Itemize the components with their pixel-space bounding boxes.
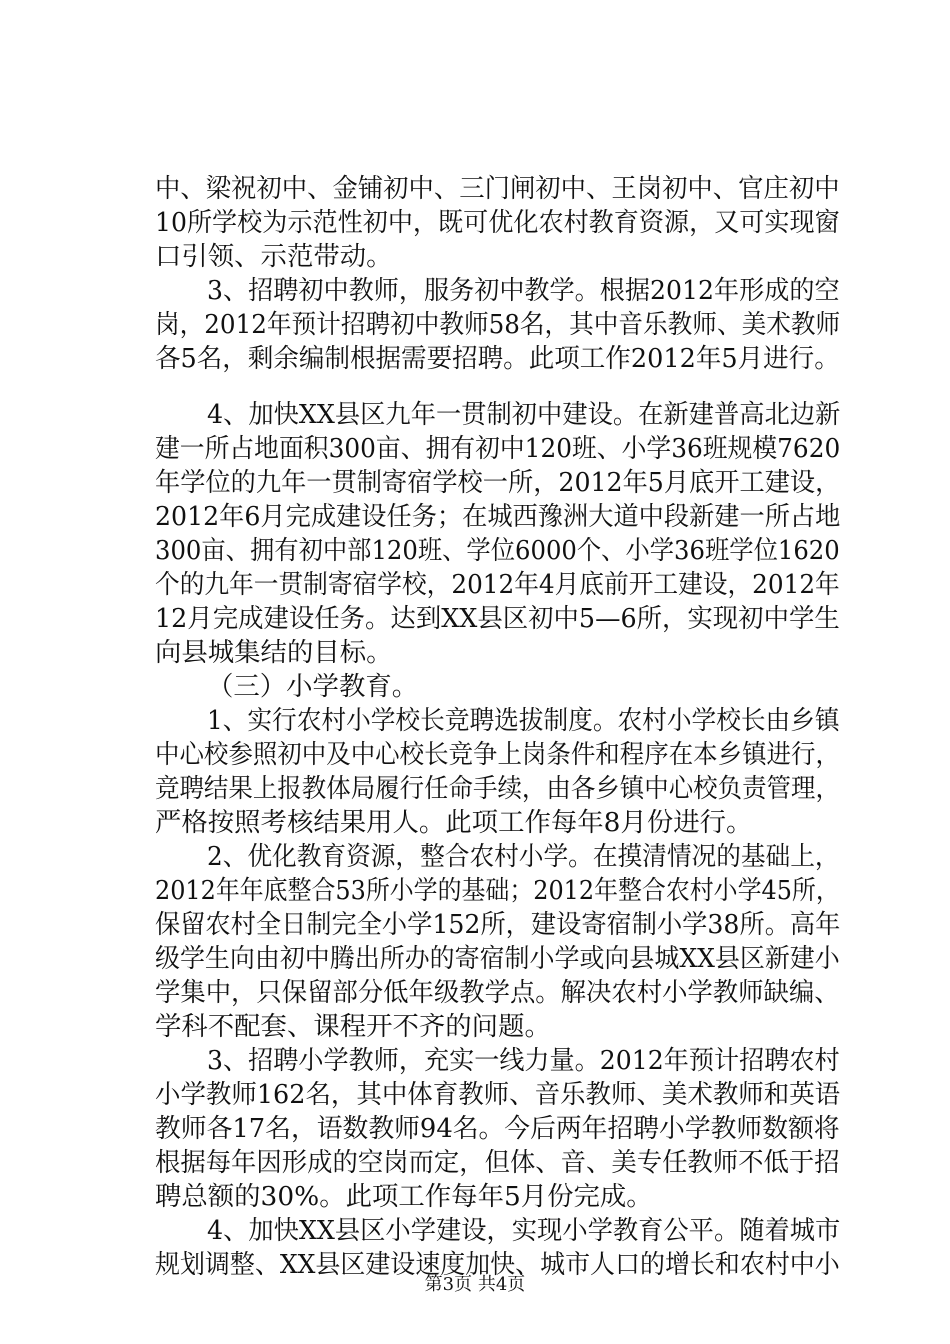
text-line: 4、加快XX县区小学建设，实现小学教育公平。随着城市 <box>207 1215 841 1246</box>
section-heading: （三）小学教育。 <box>207 671 419 702</box>
text-line: 中、梁祝初中、金铺初中、三门闸初中、王岗初中、官庄初中 <box>155 173 840 204</box>
text-line: 1、实行农村小学校长竞聘选拔制度。农村小学校长由乡镇 <box>207 705 840 736</box>
text-line: 学科不配套、课程开不齐的问题。 <box>155 1011 551 1042</box>
text-line: 保留农村全日制完全小学152所，建设寄宿制小学38所。高年 <box>155 909 841 940</box>
text-line: 聘总额的30%。此项工作每年5月份完成。 <box>155 1181 653 1212</box>
text-line: 2、优化教育资源，整合农村小学。在摸清情况的基础上， <box>207 841 840 872</box>
text-line: 4、加快XX县区九年一贯制初中建设。在新建普高北边新 <box>207 399 841 430</box>
text-line: 级学生向由初中腾出所办的寄宿制小学或向县城XX县区新建小 <box>155 943 840 974</box>
text-line: 2012年年底整合53所小学的基础；2012年整合农村小学45所， <box>155 875 840 906</box>
text-line: 规划调整、XX县区建设速度加快、城市人口的增长和农村中小 <box>155 1249 840 1280</box>
text-line: 学集中，只保留部分低年级教学点。解决农村小学教师缺编、 <box>155 977 840 1008</box>
text-line: 2012年6月完成建设任务；在城西豫洲大道中段新建一所占地 <box>155 501 841 532</box>
text-line: 300亩、拥有初中部120班、学位6000个、小学36班学位1620 <box>155 535 840 566</box>
text-line: 3、招聘初中教师，服务初中教学。根据2012年形成的空 <box>207 275 840 306</box>
text-line: 严格按照考核结果用人。此项工作每年8月份进行。 <box>155 807 753 838</box>
text-line: 教师各17名，语数教师94名。今后两年招聘小学教师数额将 <box>155 1113 840 1144</box>
text-line: 口引领、示范带动。 <box>155 241 393 272</box>
text-line: 竞聘结果上报教体局履行任命手续，由各乡镇中心校负责管理， <box>155 773 840 804</box>
text-line: 建一所占地面积300亩、拥有初中120班、小学36班规模7620 <box>155 433 841 464</box>
page-number-footer: 第3页 共4页 <box>424 1274 526 1295</box>
text-line: 小学教师162名，其中体育教师、音乐教师、美术教师和英语 <box>155 1079 841 1110</box>
text-line: 岗，2012年预计招聘初中教师58名，其中音乐教师、美术教师 <box>155 309 841 340</box>
text-line: 中心校参照初中及中心校长竞争上岗条件和程序在本乡镇进行， <box>155 739 840 770</box>
text-line: 个的九年一贯制寄宿学校，2012年4月底前开工建设，2012年 <box>155 569 840 600</box>
text-line: 各5名，剩余编制根据需要招聘。此项工作2012年5月进行。 <box>155 343 840 374</box>
text-line: 根据每年因形成的空岗而定，但体、音、美专任教师不低于招 <box>155 1147 840 1178</box>
text-line: 3、招聘小学教师，充实一线力量。2012年预计招聘农村 <box>207 1045 840 1076</box>
text-line: 向县城集结的目标。 <box>155 637 393 668</box>
text-line: 10所学校为示范性初中，既可优化农村教育资源，又可实现窗 <box>155 207 840 238</box>
text-line: 年学位的九年一贯制寄宿学校一所，2012年5月底开工建设， <box>155 467 841 498</box>
text-line: 12月完成建设任务。达到XX县区初中5—6所，实现初中学生 <box>155 603 840 634</box>
